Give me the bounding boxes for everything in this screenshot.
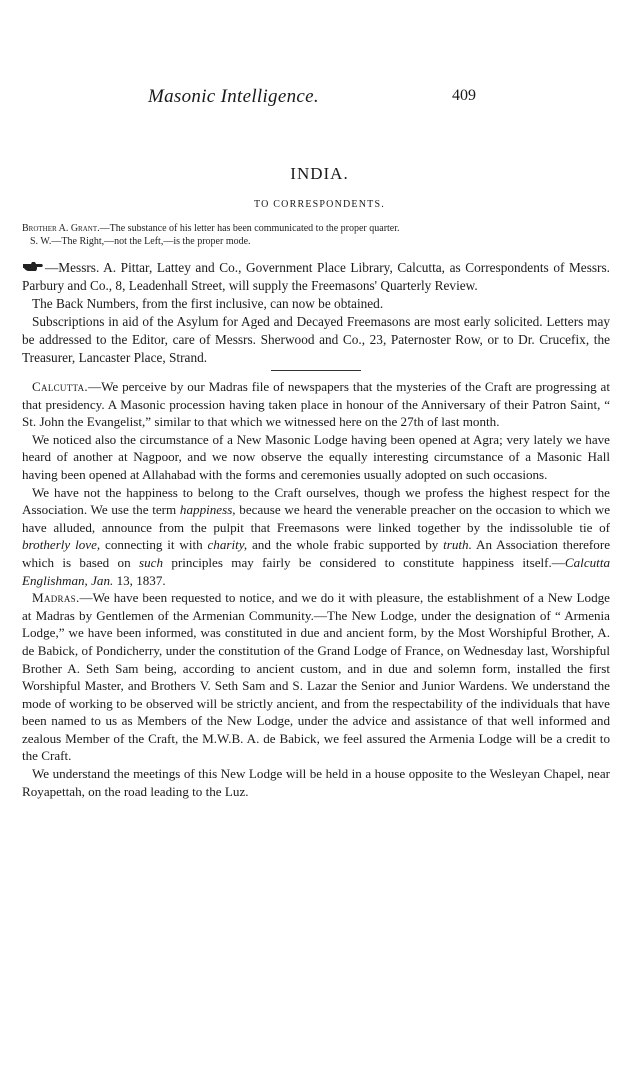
calcutta-para-1: [22, 378, 610, 431]
calcutta-p3-c: connecting it with: [100, 537, 208, 553]
notice-para-1: [22, 259, 610, 295]
calcutta-p3-f: principles may fairly be considered to constitute happiness itself.—: [163, 554, 565, 570]
madras-lead: Madras.: [32, 590, 80, 606]
correspondent-notes: [22, 222, 610, 248]
madras-para-1: [22, 589, 610, 765]
note-grant-name: Brother A. Grant.: [22, 223, 100, 234]
section-heading: INDIA.: [290, 164, 349, 183]
calcutta-p3-date: 13, 1837.: [113, 572, 166, 588]
calcutta-p3-source: Calcutta Englishman, Jan.: [22, 554, 611, 588]
article-body: [22, 378, 610, 800]
note-grant-text: —The substance of his letter has been communicated to the proper quarter.: [99, 223, 400, 234]
calcutta-p3-a: We have not the happiness to belong to the Craft ourselves, though we profess the highest respect for the Association. We use the term: [22, 484, 610, 518]
notice-para-1-text: —Messrs. A. Pittar, Lattey and Co., Government Place Library, Calcutta, as Correspondents of Messrs. Parbury and Co., 8, Leadenhall Street, will supply the Freemasons' Quarterly Review.: [22, 260, 610, 293]
calcutta-p3-d: and the whole frabic supported by: [247, 537, 444, 553]
calcutta-p3-brotherly: brotherly love,: [22, 537, 101, 553]
notice-para-3: Subscriptions in aid of the Asylum for Aged and Decayed Freemasons are most early solicited. Letters may be addressed to the Editor, care of Messrs. Sherwood and Co., 23, Paternoster Row, or to Dr. Crucefix, the Treasurer, Lancaster Place, Strand.: [22, 314, 610, 365]
notice-block: [22, 259, 610, 367]
calcutta-p3-e: An Association therefore which is based on: [22, 537, 611, 570]
pointing-hand-icon: [22, 260, 44, 273]
calcutta-p3-happiness: happiness,: [179, 502, 236, 518]
note-grant: [22, 222, 610, 235]
calcutta-p3-charity: charity,: [207, 537, 248, 553]
calcutta-p3-such: such: [138, 554, 163, 570]
calcutta-para-1-text: —We perceive by our Madras file of newspapers that the mysteries of the Craft are progressing at that presidency. A Masonic procession having taken place in honour of the Anniversary of their Patron Saint, “ St. John the Evangelist,” similar to that which we witnessed here on the 27th of last month.: [22, 379, 610, 430]
calcutta-para-3: [22, 484, 610, 590]
madras-para-1-text: —We have been requested to notice, and we do it with pleasure, the establishment of a New Lodge at Madras by Gentlemen of the Armenian Community.—The New Lodge, under the designation of “ Armenia Lodge,” we have been informed, was constituted in due and ancient form, by the Most Worshipful Brother, A. de Babick, of Pondicherry, under the constitution of the Grand Lodge of France, on Wednesday last, Worshipful Brother A. Seth Sam being, according to ancient custom, and in due and solemn form, installed the first Worshipful Master, and Brothers V. Seth Sam and S. Lazar the Senior and Junior Wardens. We understand the mode of working to be observed will be strictly ancient, and from the respectability of the individuals that have been named to us as Members of the New Lodge, under the advice and assistance of that well informed and zealous Member of the Craft, the M.W.B. A. de Babick, we feel assured the Armenia Lodge will be a credit to the Craft.: [22, 590, 610, 764]
page-number: 409: [452, 87, 476, 104]
running-head: [0, 86, 639, 110]
calcutta-p3-truth: truth.: [443, 537, 472, 553]
calcutta-para-2: We noticed also the circumstance of a New Masonic Lodge having been opened at Agra; very lately we have heard of another at Nagpoor, and we now observe the equally interesting circumstance of a Masonic Hall having been opened at Allahabad with the forms and ceremonies usually adopted on such occasions.: [22, 431, 610, 482]
madras-para-2: We understand the meetings of this New Lodge will be held in a house opposite to the Wesleyan Chapel, near Royapettah, on the road leading to the Luz.: [22, 766, 610, 799]
section-divider: [271, 370, 361, 371]
calcutta-p3-b: because we heard the venerable preacher on the occasion to which we have alluded, announce from the pulpit that Freemasons were linked together by the indissoluble tie of: [22, 502, 611, 535]
correspondents-subheading: TO CORRESPONDENTS.: [254, 199, 385, 210]
running-title: Masonic Intelligence.: [148, 86, 319, 107]
note-sw-name: S. W.: [30, 236, 52, 247]
calcutta-lead: Calcutta.: [32, 379, 88, 394]
note-sw-text: —The Right,—not the Left,—is the proper mode.: [51, 236, 251, 247]
notice-para-2: The Back Numbers, from the first inclusive, can now be obtained.: [32, 296, 384, 311]
note-sw: [22, 235, 610, 248]
